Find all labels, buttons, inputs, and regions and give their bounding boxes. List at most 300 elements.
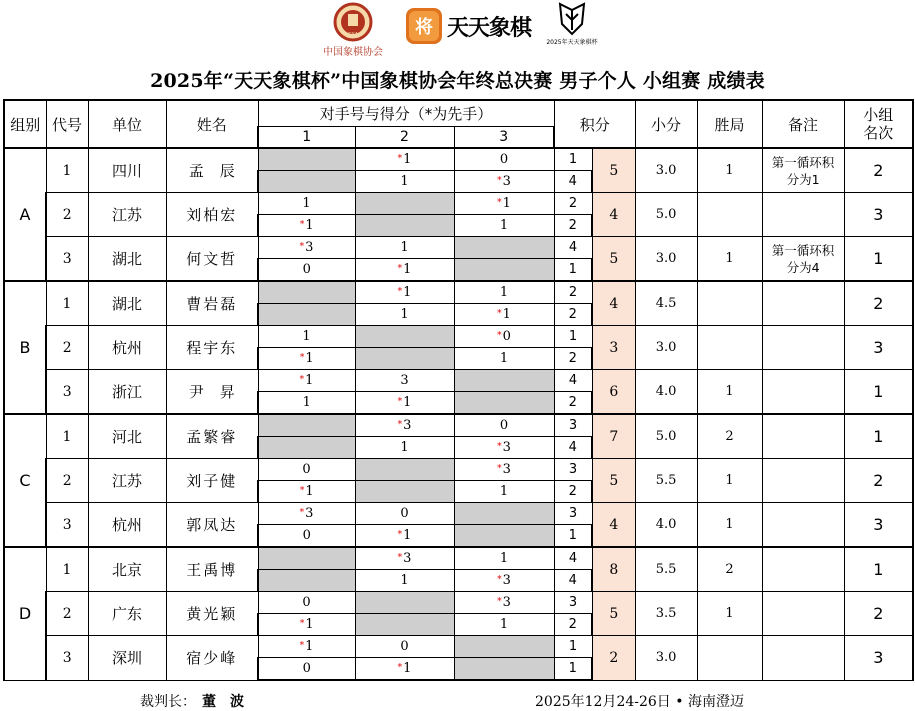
game-score-value: 1 [305,484,314,499]
small-points-cell: 4.0 [635,503,697,548]
small-points-cell: 4.5 [635,281,697,326]
total-points-cell: 4 [592,281,635,326]
game-score-cell [454,414,554,437]
game-score-cell [454,326,554,348]
header-group: 组别 [4,100,46,148]
game-score-cell [454,348,554,370]
game-score-cell [454,148,554,171]
game-score-value: 0 [502,329,511,344]
group-rank-cell: 2 [844,281,913,326]
player-name: 宿少峰 [166,636,258,681]
game-score-cell [355,370,454,392]
player-unit: 湖北 [88,281,166,326]
round-points-cell: 1 [554,148,592,171]
game-score-value: 1 [305,218,314,233]
header-note: 备注 [762,100,844,148]
first-move-star-icon: * [497,464,502,474]
game-score-cell [454,481,554,503]
total-points-cell: 6 [592,370,635,415]
round-points-cell: 1 [554,658,592,681]
game-score-cell [355,281,454,304]
header-opp-3: 3 [454,127,554,149]
game-score-value: 0 [499,152,509,167]
footer-date-place: 2025年12月24-26日 • 海南澄迈 [535,694,744,710]
round-points-cell: 1 [554,525,592,548]
round-points-cell: 1 [554,636,592,658]
game-score-value: 1 [400,174,409,189]
game-score-value: 3 [403,551,412,566]
player-name: 黄光颖 [166,592,258,636]
game-score-cell [258,370,355,392]
player-unit: 江苏 [88,193,166,237]
cxa-caption: 中国象棋协会 [323,47,383,58]
small-points-cell: 3.5 [635,592,697,636]
round-points-cell: 1 [554,259,592,282]
table-row [4,281,913,304]
self-match-cell [355,459,454,481]
note-cell [762,459,844,503]
table-row [4,459,913,481]
total-points-cell: 4 [592,193,635,237]
round-points-cell: 2 [554,614,592,636]
round-points-cell: 3 [554,592,592,614]
game-score-cell [454,171,554,193]
page-title: 2025年“天天象棋杯”中国象棋协会年终总决赛 男子个人 小组赛 成绩表 [150,70,765,92]
self-match-cell [454,392,554,415]
player-unit: 广东 [88,592,166,636]
player-name: 王禹博 [166,547,258,592]
game-score-value: 1 [400,307,409,322]
game-score-value: 3 [400,373,409,388]
player-name: 何文哲 [166,237,258,282]
wins-cell: 1 [697,459,762,503]
self-match-cell [355,481,454,503]
table-row [4,414,913,437]
wins-cell: 1 [697,370,762,415]
note-cell [762,326,844,370]
game-score-cell [454,570,554,592]
total-points-cell: 4 [592,503,635,548]
small-points-cell: 4.0 [635,370,697,415]
first-move-star-icon: * [299,375,305,385]
player-name: 尹昇 [166,370,258,415]
group-label: A [4,148,46,281]
tiantian-glyph: 将 [415,17,433,38]
small-points-cell: 5.0 [635,414,697,459]
game-score-cell [258,259,355,282]
first-move-star-icon: * [397,397,403,407]
group-rank-cell: 3 [844,326,913,370]
game-score-value: 1 [400,240,409,255]
game-score-cell [355,237,454,259]
group-label: D [4,547,46,680]
round-points-cell: 1 [554,326,592,348]
group-rank-cell: 2 [844,459,913,503]
finals-emblem-icon [556,2,588,36]
first-move-star-icon: * [299,619,305,629]
game-score-cell [258,503,355,525]
cxa-badge-text: CXA [347,32,359,38]
round-points-cell: 2 [554,193,592,215]
game-score-value: 1 [403,395,412,410]
cxa-logo [308,2,398,58]
player-unit: 江苏 [88,459,166,503]
referee-label: 裁判长： [140,694,196,710]
game-score-value: 0 [302,595,311,610]
game-score-cell [454,215,554,237]
self-match-cell [454,259,554,282]
table-row [4,503,913,525]
player-unit: 四川 [88,148,166,193]
round-points-cell: 4 [554,437,592,459]
game-score-value: 1 [403,152,412,167]
game-score-value: 1 [502,307,511,322]
first-move-star-icon: * [397,264,403,274]
group-rank-cell: 2 [844,592,913,636]
game-score-value: 1 [499,218,509,233]
wins-cell [697,193,762,237]
wins-cell: 1 [697,237,762,282]
round-points-cell: 4 [554,570,592,592]
self-match-cell [258,570,355,592]
game-score-cell [454,614,554,636]
self-match-cell [454,237,554,259]
header-points: 积分 [554,100,635,148]
game-score-cell [355,525,454,548]
first-move-star-icon: * [497,442,502,452]
self-match-cell [258,281,355,304]
table-row [4,148,913,171]
note-cell [762,503,844,548]
game-score-cell [258,525,355,548]
game-score-value: 1 [499,285,509,300]
note-cell [762,370,844,415]
round-points-cell: 2 [554,281,592,304]
game-score-value: 0 [302,528,311,543]
game-score-cell [355,658,454,681]
header-unit: 单位 [88,100,166,148]
first-move-star-icon: * [497,597,502,607]
game-score-cell [258,592,355,614]
game-score-value: 0 [400,639,409,654]
player-code: 3 [46,370,88,415]
first-move-star-icon: * [299,242,305,252]
self-match-cell [258,437,355,459]
player-code: 2 [46,193,88,237]
header-small-points: 小分 [635,100,697,148]
header-opponents: 对手号与得分（*为先手） [258,100,554,127]
player-unit: 河北 [88,414,166,459]
group-rank-cell: 3 [844,193,913,237]
game-score-value: 3 [502,595,511,610]
group-label: C [4,414,46,547]
self-match-cell [258,171,355,193]
player-name: 孟辰 [166,148,258,193]
group-rank-cell: 1 [844,414,913,459]
game-score-cell [454,281,554,304]
game-score-cell [258,459,355,481]
total-points-cell: 3 [592,326,635,370]
game-score-cell [258,237,355,259]
total-points-cell: 5 [592,592,635,636]
table-row [4,237,913,259]
note-cell [762,237,844,282]
first-move-star-icon: * [299,353,305,363]
self-match-cell [454,525,554,548]
player-code: 3 [46,636,88,681]
player-code: 2 [46,592,88,636]
group-rank-cell: 1 [844,237,913,282]
game-score-cell [355,392,454,415]
round-points-cell: 4 [554,370,592,392]
round-points-cell: 2 [554,215,592,237]
player-unit: 湖北 [88,237,166,282]
self-match-cell [454,636,554,658]
referee-name: 董波 [202,694,258,710]
small-points-cell: 3.0 [635,326,697,370]
note-text: 第一循环积分为4 [771,242,835,275]
table-row [4,326,913,348]
game-score-value: 1 [302,196,311,211]
table-row [4,636,913,658]
first-move-star-icon: * [397,154,403,164]
game-score-cell [454,547,554,570]
player-code: 1 [46,547,88,592]
group-rank-cell: 1 [844,547,913,592]
first-move-star-icon: * [397,663,403,673]
game-score-value: 1 [302,395,311,410]
small-points-cell: 5.0 [635,193,697,237]
wins-cell: 1 [697,592,762,636]
total-points-cell: 5 [592,459,635,503]
header-name: 姓名 [166,100,258,148]
self-match-cell [454,658,554,681]
game-score-cell [258,193,355,215]
player-unit: 浙江 [88,370,166,415]
first-move-star-icon: * [397,553,403,563]
first-move-star-icon: * [397,287,403,297]
wins-cell: 1 [697,503,762,548]
wins-cell: 1 [697,148,762,193]
game-score-value: 1 [499,551,509,566]
first-move-star-icon: * [299,641,305,651]
wins-cell [697,281,762,326]
game-score-cell [355,414,454,437]
finals-logo [548,2,596,46]
table-row [4,547,913,570]
tiantian-wordmark: 天天象棋 [447,14,532,41]
game-score-value: 3 [502,573,511,588]
round-points-cell: 2 [554,348,592,370]
total-points-cell: 8 [592,547,635,592]
small-points-cell: 3.0 [635,237,697,282]
game-score-cell [258,614,355,636]
game-score-value: 3 [403,418,412,433]
game-score-value: 3 [502,440,511,455]
total-points-cell: 2 [592,636,635,681]
player-code: 3 [46,237,88,282]
player-code: 2 [46,326,88,370]
table-row [4,193,913,215]
small-points-cell: 5.5 [635,547,697,592]
game-score-value: 1 [305,351,314,366]
finals-caption: 2025年天天象棋杯 [546,39,598,46]
note-text: 第一循环积分为1 [771,154,835,187]
game-score-cell [258,658,355,681]
player-code: 1 [46,281,88,326]
group-label: B [4,281,46,414]
player-unit: 杭州 [88,326,166,370]
game-score-value: 3 [305,506,314,521]
player-unit: 深圳 [88,636,166,681]
wins-cell: 2 [697,414,762,459]
player-name: 刘子健 [166,459,258,503]
header-opp-1: 1 [258,127,355,149]
first-move-star-icon: * [497,575,502,585]
game-score-cell [454,437,554,459]
group-rank-cell: 1 [844,370,913,415]
player-name: 刘柏宏 [166,193,258,237]
round-points-cell: 4 [554,547,592,570]
game-score-cell [355,547,454,570]
total-points-cell: 5 [592,237,635,282]
game-score-cell [355,437,454,459]
self-match-cell [355,348,454,370]
game-score-value: 1 [499,484,509,499]
results-body [4,148,913,680]
game-score-cell [355,171,454,193]
first-move-star-icon: * [299,486,305,496]
header-code: 代号 [46,100,88,148]
game-score-value: 0 [400,506,409,521]
game-score-value: 0 [499,418,509,433]
game-score-cell [454,304,554,326]
game-score-value: 1 [502,196,511,211]
note-cell [762,281,844,326]
game-score-cell [258,348,355,370]
wins-cell [697,636,762,681]
game-score-value: 1 [499,617,509,632]
game-score-value: 1 [403,528,412,543]
round-points-cell: 2 [554,392,592,415]
game-score-value: 1 [403,262,412,277]
self-match-cell [355,193,454,215]
small-points-cell: 3.0 [635,148,697,193]
round-points-cell: 2 [554,304,592,326]
self-match-cell [258,414,355,437]
note-cell [762,148,844,193]
group-rank-cell: 2 [844,148,913,193]
small-points-cell: 3.0 [635,636,697,681]
game-score-value: 0 [302,262,311,277]
self-match-cell [454,370,554,392]
game-score-cell [454,459,554,481]
round-points-cell: 3 [554,414,592,437]
self-match-cell [355,326,454,348]
game-score-cell [355,304,454,326]
game-score-cell [355,148,454,171]
group-rank-cell: 3 [844,636,913,681]
self-match-cell [258,148,355,171]
note-cell [762,636,844,681]
player-unit: 杭州 [88,503,166,548]
game-score-value: 1 [400,440,409,455]
total-points-cell: 5 [592,148,635,193]
game-score-value: 0 [302,661,311,676]
header-rank-label: 小组名次 [863,106,894,142]
wins-cell: 2 [697,547,762,592]
first-move-star-icon: * [299,220,305,230]
header-wins: 胜局 [697,100,762,148]
table-row [4,370,913,392]
player-code: 3 [46,503,88,548]
game-score-value: 1 [302,329,311,344]
note-cell [762,547,844,592]
player-code: 1 [46,148,88,193]
game-score-cell [258,215,355,237]
game-score-value: 0 [302,462,311,477]
first-move-star-icon: * [397,530,403,540]
game-score-cell [355,259,454,282]
player-unit: 北京 [88,547,166,592]
game-score-value: 3 [305,240,314,255]
game-score-cell [355,570,454,592]
round-points-cell: 3 [554,459,592,481]
game-score-value: 1 [305,639,314,654]
game-score-value: 1 [403,285,412,300]
self-match-cell [454,503,554,525]
wins-cell [697,326,762,370]
header-opp-2: 2 [355,127,454,149]
first-move-star-icon: * [497,198,502,208]
self-match-cell [355,614,454,636]
note-cell [762,193,844,237]
game-score-value: 1 [499,351,509,366]
first-move-star-icon: * [497,331,502,341]
results-table [3,99,914,681]
self-match-cell [355,592,454,614]
game-score-cell [355,636,454,658]
game-score-value: 1 [400,573,409,588]
self-match-cell [258,304,355,326]
player-name: 郭凤达 [166,503,258,548]
header-rank [844,100,913,148]
round-points-cell: 4 [554,237,592,259]
game-score-cell [258,392,355,415]
game-score-value: 1 [403,661,412,676]
game-score-cell [258,326,355,348]
game-score-value: 3 [502,174,511,189]
game-score-cell [355,503,454,525]
table-row [4,592,913,614]
first-move-star-icon: * [497,309,502,319]
round-points-cell: 2 [554,481,592,503]
game-score-cell [258,481,355,503]
first-move-star-icon: * [497,176,502,186]
total-points-cell: 7 [592,414,635,459]
game-score-cell [258,636,355,658]
round-points-cell: 3 [554,503,592,525]
player-code: 1 [46,414,88,459]
game-score-value: 3 [502,462,511,477]
player-name: 孟繁睿 [166,414,258,459]
small-points-cell: 5.5 [635,459,697,503]
group-rank-cell: 3 [844,503,913,548]
first-move-star-icon: * [299,508,305,518]
tiantian-logo [405,7,531,45]
game-score-cell [454,592,554,614]
round-points-cell: 4 [554,171,592,193]
